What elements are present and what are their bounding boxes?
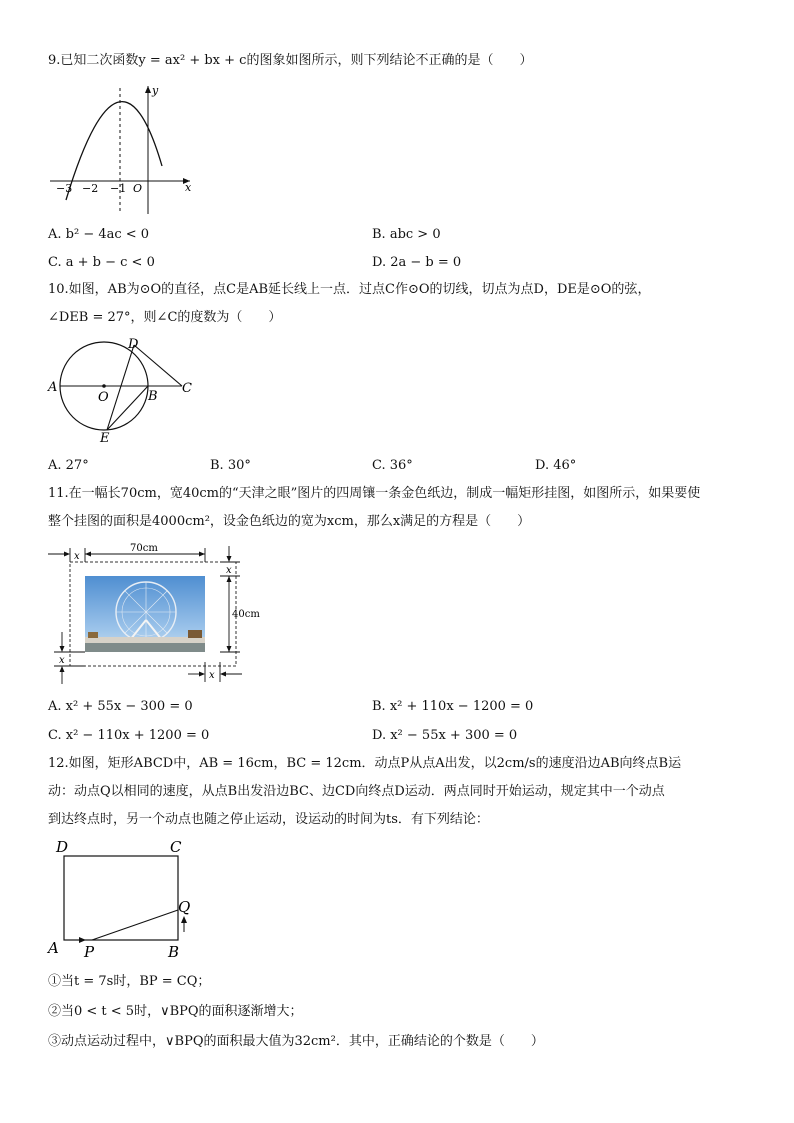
q12-stem-line1: 12.如图，矩形ABCD中，AB = 16cm，BC = 12cm．动点P从点A出发，以2cm/s的速度沿边AB向终点B运 [48,756,682,771]
q11-option-b[interactable]: B. x² + 110x − 1200 = 0 [372,699,534,714]
q12-label-d: D [56,838,69,856]
q10-option-c[interactable]: C. 36° [372,458,413,473]
q9-tick-minus3: −3 [56,182,73,195]
q9-tick-minus1: −1 [110,182,127,195]
q9-option-a[interactable]: A. b² − 4ac < 0 [48,227,150,242]
q10-option-b[interactable]: B. 30° [210,458,251,473]
q9-tick-minus2: −2 [82,182,99,195]
q12-conclusion-2: ②当0 < t < 5时，∨BPQ的面积逐渐增大； [48,1004,303,1019]
q11-stem-line1: 11.在一幅长70cm，宽40cm的“天津之眼”图片的四周镶一条金色纸边，制成一幅矩形挂图，如图所示，如果要使 [48,486,701,501]
q12-stem-line3: 到达终点时，另一个动点也随之停止运动，设运动的时间为ts．有下列结论： [48,812,489,827]
q12-label-b: B [168,943,180,961]
q12-label-p: P [84,943,95,961]
q12-label-a: A [48,939,59,957]
q11-width-label: 70cm [130,543,158,554]
q11-option-c[interactable]: C. x² − 110x + 1200 = 0 [48,728,210,743]
q9-parabola-graph [44,82,204,217]
q9-option-c[interactable]: C. a + b − c < 0 [48,255,155,270]
q9-x-label: x [185,181,192,194]
q10-option-a[interactable]: A. 27° [48,458,89,473]
q9-y-label: y [152,84,159,97]
q11-option-d[interactable]: D. x² − 55x + 300 = 0 [372,728,518,743]
q10-option-d[interactable]: D. 46° [535,458,577,473]
q11-x-label-bottom: x [209,670,215,681]
q12-conclusion-3: ③动点运动过程中，∨BPQ的面积最大值为32cm²．其中，正确结论的个数是（ ） [48,1034,544,1049]
q9-option-b[interactable]: B. abc > 0 [372,227,441,242]
q9-stem: 9.已知二次函数y = ax² + bx + c的图象如图所示，则下列结论不正确的是（ ） [48,53,533,68]
q11-x-label-right-top: x [226,565,232,576]
q9-origin-label: O [133,182,143,195]
q10-label-c: C [182,381,192,396]
q11-option-a[interactable]: A. x² + 55x − 300 = 0 [48,699,193,714]
q11-stem-line2: 整个挂图的面积是4000cm²，设金色纸边的宽为xcm，那么x满足的方程是（ ） [48,514,531,529]
q10-stem-line2: ∠DEB = 27°，则∠C的度数为（ ） [48,310,282,325]
q12-stem-line2: 动：动点Q以相同的速度，从点B出发沿边BC、边CD向终点D运动．两点同时开始运动，规定其中一个动点 [48,784,665,799]
tianjin-eye-photo [85,576,205,652]
q11-height-label: 40cm [232,609,260,620]
q12-label-c: C [170,838,182,856]
q11-frame-figure [48,540,268,690]
q12-conclusion-1: ①当t = 7s时，BP = CQ； [48,974,211,989]
q12-label-q: Q [178,898,191,916]
q11-x-label-top: x [74,551,80,562]
q10-label-o: O [98,390,109,405]
q10-circle-figure [44,334,204,446]
q10-stem-line1: 10.如图，AB为⊙O的直径，点C是AB延长线上一点．过点C作⊙O的切线，切点为点D，DE是⊙O的弦， [48,282,651,297]
q10-label-d: D [128,337,139,352]
q9-option-d[interactable]: D. 2a − b = 0 [372,255,462,270]
q10-label-b: B [148,389,158,404]
q10-label-a: A [48,380,58,395]
q12-rectangle-figure [46,836,206,962]
q11-x-label-left: x [59,655,65,666]
q10-label-e: E [100,431,110,446]
